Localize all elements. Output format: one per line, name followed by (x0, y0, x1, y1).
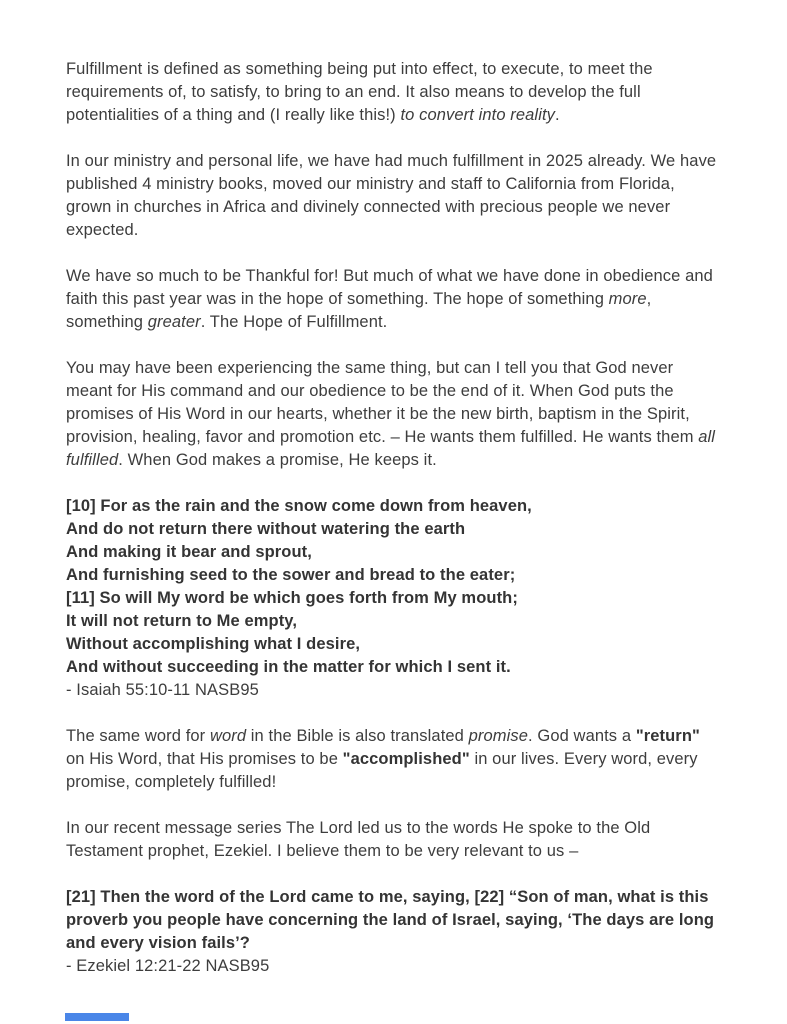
scripture-line: Without accomplishing what I desire, (66, 635, 361, 653)
paragraph-word-promise (66, 725, 722, 794)
text-run: In our recent message series The Lord led us to the words He spoke to the Old Testament prophet, Ezekiel. I believe them to be very relevant to us – (66, 819, 651, 860)
text-run: . God wants a (528, 727, 636, 745)
text-run: In our ministry and personal life, we have had much fulfillment in 2025 already. We have published 4 ministry books, moved our ministry and staff to California from Florida, grown in churches in Africa and divinely connected with precious people we never expected. (66, 152, 717, 239)
scripture-line: And making it bear and sprout, (66, 543, 312, 561)
text-run: We have so much to be Thankful for! But much of what we have done in obedience and faith this past year was in the hope of something. The hope of something (66, 267, 713, 308)
paragraph-gods-promises (66, 357, 722, 472)
text-run: Fulfillment is defined as something being put into effect, to execute, to meet the requirements of, to satisfy, to bring to an end. It also means to develop the full potentialities of a thing and (I really like this!) (66, 60, 653, 124)
text-run-italic: promise (468, 727, 529, 745)
text-run: , something (66, 290, 652, 331)
paragraph-thankful (66, 265, 722, 334)
text-run: in our lives. Every word, every promise, completely fulfilled! (66, 750, 698, 791)
scripture-line: And furnishing seed to the sower and bread to the eater; (66, 566, 516, 584)
text-run: . When God makes a promise, He keeps it. (118, 451, 437, 469)
scripture-line: And without succeeding in the matter for which I sent it. (66, 658, 511, 676)
paragraph-ministry-2025 (66, 150, 722, 242)
scripture-line: It will not return to Me empty, (66, 612, 298, 630)
paragraph-fulfillment-definition (66, 58, 722, 127)
text-run-bold: "return" (635, 727, 700, 745)
scripture-citation-ezekiel: - Ezekiel 12:21-22 NASB95 (66, 957, 270, 975)
text-run: . The Hope of Fulfillment. (200, 313, 388, 331)
scripture-block-isaiah (66, 495, 722, 702)
scripture-line: [11] So will My word be which goes forth from My mouth; (66, 589, 518, 607)
text-run-italic: to convert into reality (400, 106, 555, 124)
cut-off-blue-element (65, 1013, 129, 1021)
text-run: . (555, 106, 560, 124)
scripture-block-ezekiel (66, 886, 722, 978)
scripture-citation-isaiah: - Isaiah 55:10-11 NASB95 (66, 681, 259, 699)
text-run-italic: word (209, 727, 247, 745)
text-run-italic: greater (147, 313, 201, 331)
text-run: in the Bible is also translated (246, 727, 469, 745)
text-run-italic: all fulfilled (66, 428, 716, 469)
document-content (66, 58, 722, 978)
text-run: You may have been experiencing the same thing, but can I tell you that God never meant for His command and our obedience to be the end of it. When God puts the promises of His Word in our hearts, whether it be the new birth, baptism in the Spirit, provision, healing, favor and promotion etc. – He wants them fulfilled. He wants them (66, 359, 699, 446)
scripture-line: And do not return there without watering the earth (66, 520, 466, 538)
scripture-text-ezekiel: [21] Then the word of the Lord came to me, saying, [22] “Son of man, what is this proverb you people have concerning the land of Israel, saying, ‘The days are long and every vision fails’? (66, 888, 715, 952)
text-run-bold: "accomplished" (342, 750, 470, 768)
text-run: on His Word, that His promises to be (66, 750, 343, 768)
scripture-line: [10] For as the rain and the snow come down from heaven, (66, 497, 532, 515)
paragraph-message-series (66, 817, 722, 863)
text-run: The same word for (66, 727, 210, 745)
text-run-italic: more (608, 290, 647, 308)
